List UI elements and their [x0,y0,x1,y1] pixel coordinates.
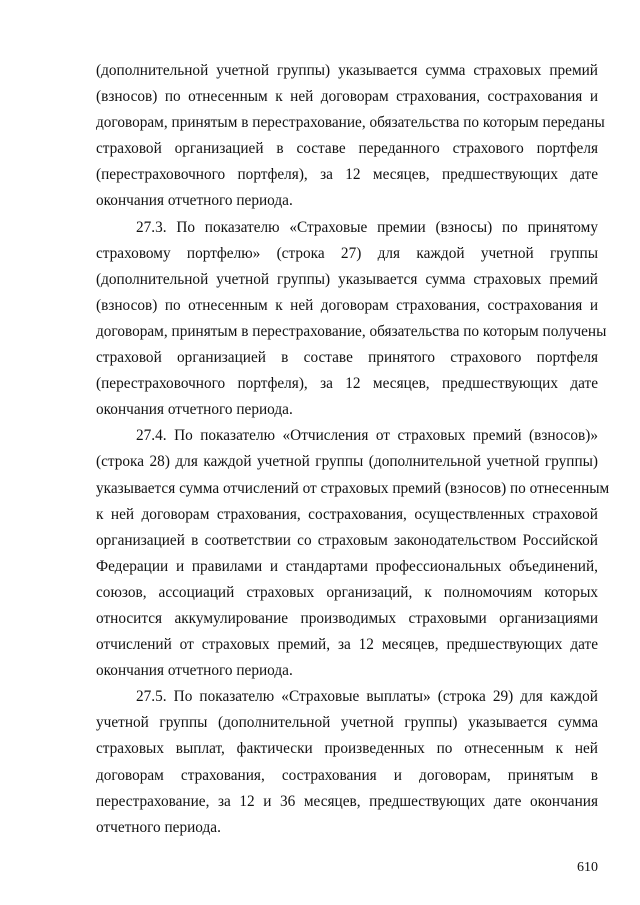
text-line: страховых выплат, фактически произведенных по отнесенным к ней [96,740,598,758]
text-line: (взносов) по отнесенным к ней договорам страхования, сострахования и [96,88,598,106]
text-line: (перестраховочного портфеля), за 12 месяцев, предшествующих дате [96,375,598,393]
paragraph-27-4 [96,423,610,684]
text-line: договорам, принятым в перестрахование, обязательства по которым получены [96,322,607,340]
text-line: окончания отчетного периода. [96,662,293,680]
text-line: (строка 28) для каждой учетной группы (дополнительной учетной группы) [96,453,598,471]
text-line: организацией в соответствии со страховым законодательством Российской [96,531,598,549]
text-line: договорам, принятым в перестрахование, обязательства по которым переданы [96,114,605,132]
text-line: окончания отчетного периода. [96,401,293,419]
text-line: перестрахование, за 12 и 36 месяцев, предшествующих дате окончания [96,792,598,810]
page-number: 610 [577,860,598,875]
paragraph-27-3 [96,215,607,424]
paragraph-continuation [96,58,605,215]
text-line: договорам страхования, сострахования и договорам, принятым в [96,766,598,784]
text-line: учетной группы (дополнительной учетной группы) указывается сумма [96,714,598,732]
text-line: (взносов) по отнесенным к ней договорам страхования, сострахования и [96,296,598,314]
text-line: (дополнительной учетной группы) указывается сумма страховых премий [96,62,598,79]
text-line: указывается сумма отчислений от страховых премий (взносов) по отнесенным [96,479,610,497]
text-line: (перестраховочного портфеля), за 12 месяцев, предшествующих дате [96,166,598,184]
text-line: союзов, ассоциаций страховых организаций, к полномочиям которых [96,583,598,601]
text-line: страховой организацией в составе переданного страхового портфеля [96,140,598,158]
text-line: относится аккумулирование производимых страховыми организациями [96,609,598,627]
paragraph-27-5 [96,684,598,841]
text-line: страховой организацией в составе принятого страхового портфеля [96,349,598,367]
text-line: страховому портфелю» (строка 27) для каждой учетной группы [96,244,598,262]
text-line: Федерации и правилами и стандартами профессиональных объединений, [96,557,598,575]
text-line: отчислений от страховых премий, за 12 месяцев, предшествующих дате [96,636,598,654]
text-line: отчетного периода. [96,818,221,836]
text-line: окончания отчетного периода. [96,192,293,210]
document-page [96,58,610,841]
text-line: (дополнительной учетной группы) указывается сумма страховых премий [96,270,598,288]
text-line: 27.4. По показателю «Отчисления от страховых премий (взносов)» [136,427,598,445]
text-line: к ней договорам страхования, сострахования, осуществленных страховой [96,505,598,523]
text-line: 27.5. По показателю «Страховые выплаты» (строка 29) для каждой [136,688,598,706]
text-line: 27.3. По показателю «Страховые премии (взносы) по принятому [136,218,598,236]
